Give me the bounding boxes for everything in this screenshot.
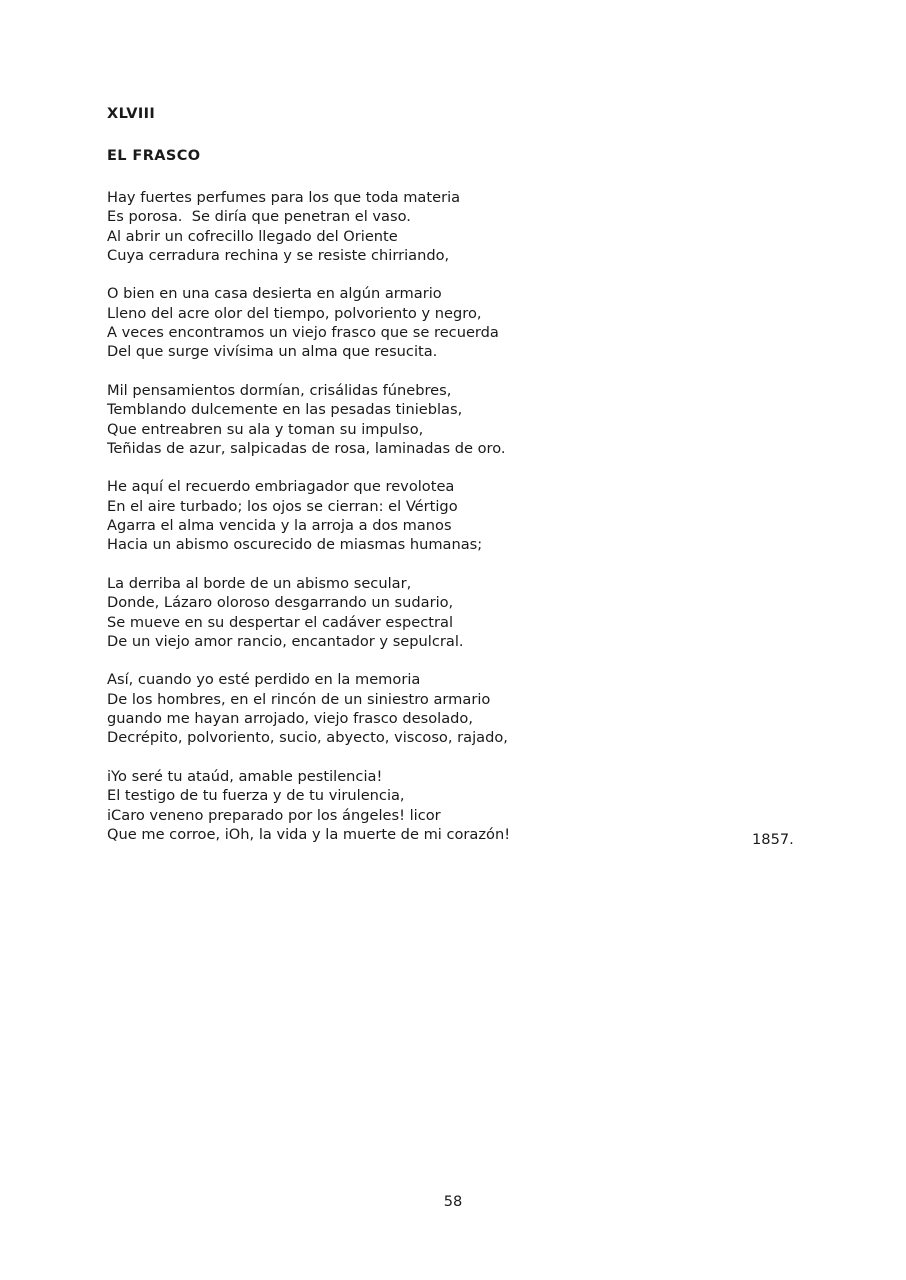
verse-line: Que entreabren su ala y toman su impulso, <box>107 420 424 438</box>
stanza <box>107 767 807 844</box>
stanza <box>107 574 807 651</box>
verse-line: Hacia un abismo oscurecido de miasmas humanas; <box>107 536 483 554</box>
verse-line: Lleno del acre olor del tiempo, polvoriento y negro, <box>107 304 482 322</box>
verse-line: Teñidas de azur, salpicadas de rosa, laminadas de oro. <box>107 439 506 457</box>
verse-line: Así, cuando yo esté perdido en la memoria <box>107 671 421 689</box>
verse-line: El testigo de tu fuerza y de tu virulencia, <box>107 787 405 805</box>
verse-line: Es porosa. Se diría que penetran el vaso. <box>107 208 411 226</box>
verse-line: Temblando dulcemente en las pesadas tinieblas, <box>107 401 463 419</box>
verse-line: iCaro veneno preparado por los ángeles! licor <box>107 806 441 824</box>
poem-body <box>107 105 807 844</box>
verse-line: A veces encontramos un viejo frasco que se recuerda <box>107 324 499 342</box>
page-number: 58 <box>443 1193 463 1210</box>
verse-line: Que me corroe, iOh, la vida y la muerte de mi corazón! <box>107 825 511 843</box>
poem-date: 1857. <box>752 831 794 848</box>
verse-line: La derriba al borde de un abismo secular, <box>107 574 412 592</box>
stanza <box>107 188 807 265</box>
verse-line: De los hombres, en el rincón de un siniestro armario <box>107 690 491 708</box>
stanza <box>107 670 807 747</box>
verse-line: He aquí el recuerdo embriagador que revolotea <box>107 478 455 496</box>
stanza-list <box>107 166 807 844</box>
poem-number-heading: XLVIII <box>107 106 156 122</box>
verse-line: iYo seré tu ataúd, amable pestilencia! <box>107 767 383 785</box>
stanza <box>107 477 807 554</box>
verse-line: Hay fuertes perfumes para los que toda materia <box>107 189 461 206</box>
stanza <box>107 284 807 361</box>
verse-line: Agarra el alma vencida y la arroja a dos manos <box>107 517 452 535</box>
stanza <box>107 381 807 458</box>
verse-line: guando me hayan arrojado, viejo frasco desolado, <box>107 710 473 728</box>
verse-line: O bien en una casa desierta en algún armario <box>107 285 442 303</box>
verse-line: Del que surge vivísima un alma que resucita. <box>107 343 438 361</box>
page-title: EL FRASCO <box>107 148 201 164</box>
verse-line: Decrépito, polvoriento, sucio, abyecto, viscoso, rajado, <box>107 729 508 747</box>
verse-line: Donde, Lázaro oloroso desgarrando un sudario, <box>107 594 454 612</box>
verse-line: Al abrir un cofrecillo llegado del Oriente <box>107 227 398 245</box>
verse-line: De un viejo amor rancio, encantador y sepulcral. <box>107 632 464 650</box>
verse-line: En el aire turbado; los ojos se cierran: el Vértigo <box>107 497 458 515</box>
verse-line: Se mueve en su despertar el cadáver espectral <box>107 613 453 631</box>
verse-line: Cuya cerradura rechina y se resiste chirriando, <box>107 246 450 264</box>
verse-line: Mil pensamientos dormían, crisálidas fúnebres, <box>107 381 452 399</box>
